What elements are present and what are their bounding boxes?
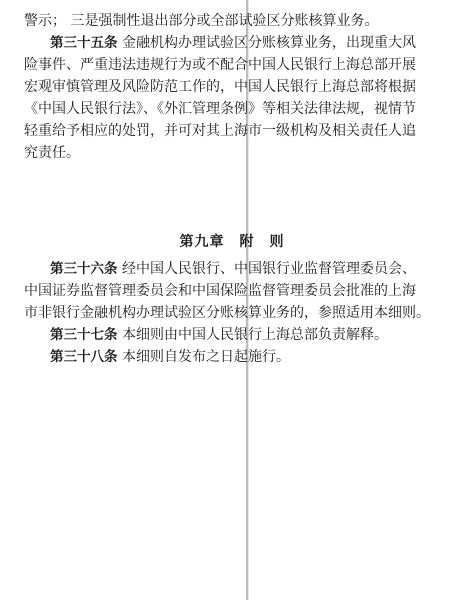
text-line <box>24 280 448 302</box>
text-line <box>24 324 448 346</box>
line-text: 本细则由中国人民银行上海总部负责解释。 <box>117 327 388 343</box>
text-line <box>24 258 448 280</box>
text-line <box>24 76 448 98</box>
line-text: 险事件、严重违法违规行为或不配合中国人民银行上海总部开展 <box>24 57 416 73</box>
line-text: 轻重给予相应的处罚，并可对其上海市一级机构及相关责任人追 <box>24 123 416 139</box>
line-text: 宏观审慎管理及风险防范工作的，中国人民银行上海总部将根据 <box>24 79 416 95</box>
text-line <box>24 32 448 54</box>
text-line <box>24 54 448 76</box>
article-35-section <box>24 10 448 164</box>
article-title: 第三十八条 <box>50 349 118 365</box>
text-line <box>24 346 448 368</box>
article-title: 第三十七条 <box>50 327 118 343</box>
article-title: 第三十五条 <box>50 35 118 51</box>
text-line <box>24 120 448 142</box>
text-line <box>24 98 448 120</box>
line-text: 金融机构办理试验区分账核算业务，出现重大风 <box>117 35 416 51</box>
line-text: 《中国人民银行法》、《外汇管理条例》等相关法律法规，视情节 <box>24 101 416 117</box>
line-text: 经中国人民银行、中国银行业监督管理委员会、 <box>117 261 416 277</box>
line-text: 本细则自发布之日起施行。 <box>117 349 290 365</box>
text-line <box>24 142 448 164</box>
text-line <box>24 10 448 32</box>
text-line <box>24 302 448 324</box>
line-text: 警示； 三是强制性退出部分或全部试验区分账核算业务。 <box>24 13 379 29</box>
article-title: 第三十六条 <box>50 261 118 277</box>
line-text: 中国证券监督管理委员会和中国保险监督管理委员会批准的上海 <box>24 283 416 299</box>
line-text: 市非银行金融机构办理试验区分账核算业务的，参照适用本细则。 <box>24 305 430 321</box>
chapter-heading: 第九章 附 则 <box>179 234 285 250</box>
supplementary-provisions-section <box>24 258 448 368</box>
line-text: 究责任。 <box>24 145 80 161</box>
